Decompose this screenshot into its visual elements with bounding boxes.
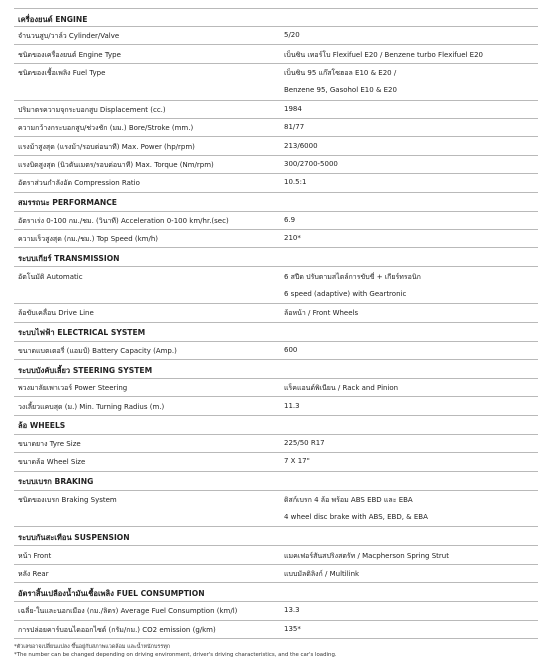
spec-value: 6 speed (adaptive) with Geartronic: [284, 289, 407, 298]
section-title: เครื่องยนต์ ENGINE: [18, 14, 88, 24]
spec-label: ล้อขับเคลื่อน Drive Line: [18, 309, 94, 318]
spec-value: 10.5:1: [284, 178, 307, 187]
spec-label: จำนวนสูบ/วาล์ว Cylinder/Valve: [18, 32, 120, 41]
spec-value: ดิสก์เบรก 4 ล้อ พร้อม ABS EBD และ EBA: [284, 495, 413, 504]
footnote: *ตัวเลขอาจเปลี่ยนแปลง ขึ้นอยู่กับสภาพแวดล้อม และน้ำหนักบรรทุก: [14, 644, 171, 650]
spec-row: [14, 64, 538, 101]
section-title: ระบบเบรก BRAKING: [18, 477, 94, 487]
section-title: ระบบเกียร์ TRANSMISSION: [18, 253, 120, 263]
spec-value: 11.3: [284, 401, 300, 410]
spec-row: [14, 546, 538, 564]
spec-label: เฉลี่ย-ในและนอกเมือง (กม./ลิตร) Average Fuel Consumption (km/l): [18, 607, 238, 616]
section-title: ระบบบังคับเลี้ยว STEERING SYSTEM: [18, 365, 153, 375]
spec-row: [14, 137, 538, 155]
spec-label: ชนิดของเชื้อเพลิง Fuel Type: [18, 68, 106, 77]
spec-row: [14, 565, 538, 583]
spec-row: [14, 397, 538, 415]
section-header: [14, 8, 538, 27]
spec-label: ขนาดล้อ Wheel Size: [18, 458, 86, 467]
spec-label: ชนิดของเครื่องยนต์ Engine Type: [18, 50, 121, 59]
footnote: *The number can be changed depending on driving environment, driver's driving characteristics, and the car's loading.: [14, 652, 337, 658]
spec-row: [14, 304, 538, 322]
spec-label: แรงบิดสูงสุด (นิวตันเมตร/รอบต่อนาที) Max. Torque (Nm/rpm): [18, 160, 214, 169]
spec-label: ชนิดของเบรก Braking System: [18, 495, 117, 504]
section-header: [14, 416, 538, 435]
spec-value: แมคเฟอร์สันสปริงสตรัท / Macpherson Spring Strut: [284, 551, 449, 560]
spec-row: [14, 491, 538, 528]
section-title: อัตราสิ้นเปลืองน้ำมันเชื้อเพลิง FUEL CONSUMPTION: [18, 588, 205, 598]
spec-label: ความกว้างกระบอกสูบ/ช่วงชัก (มม.) Bore/Stroke (mm.): [18, 124, 194, 133]
spec-label: พวงมาลัยเพาเวอร์ Power Steering: [18, 384, 128, 393]
spec-value: 225/50 R17: [284, 438, 325, 447]
spec-label: ความเร็วสูงสุด (กม./ชม.) Top Speed (km/h): [18, 235, 159, 244]
spec-row: [14, 212, 538, 230]
spec-label: ขนาดยาง Tyre Size: [18, 439, 81, 448]
spec-row: [14, 379, 538, 397]
spec-value: Benzene 95, Gasohol E10 & E20: [284, 86, 397, 95]
spec-row: [14, 621, 538, 639]
section-title: ระบบไฟฟ้า ELECTRICAL SYSTEM: [18, 328, 146, 338]
spec-value: แบบมัลติลิงก์ / Multilink: [284, 569, 360, 578]
section-header: [14, 583, 538, 602]
spec-row: [14, 267, 538, 304]
spec-value: 1984: [284, 104, 302, 113]
section-header: [14, 323, 538, 342]
section-title: ล้อ WHEELS: [18, 421, 66, 431]
section-header: [14, 360, 538, 379]
spec-row: [14, 174, 538, 192]
spec-label: ขนาดแบตเตอรี่ (แอมป์) Battery Capacity (Amp.): [18, 346, 177, 355]
spec-value: 135*: [284, 624, 301, 633]
section-header: [14, 193, 538, 212]
spec-label: วงเลี้ยวแคบสุด (ม.) Min. Turning Radius (m.): [18, 402, 165, 411]
spec-value: 600: [284, 345, 298, 354]
section-header: [14, 527, 538, 546]
spec-label: หน้า Front: [18, 551, 52, 560]
section-title: สมรรถนะ PERFORMANCE: [18, 198, 117, 208]
spec-row: [14, 156, 538, 174]
spec-value: 7 X 17": [284, 457, 310, 466]
spec-label: อัตราส่วนกำลังอัด Compression Ratio: [18, 179, 140, 188]
spec-value: 13.3: [284, 606, 300, 615]
spec-value: 6.9: [284, 215, 296, 224]
spec-row: [14, 230, 538, 248]
spec-row: [14, 119, 538, 137]
spec-label: อัตราเร่ง 0-100 กม./ชม. (วินาที) Acceleration 0-100 km/hr.(sec): [18, 216, 229, 225]
spec-row: [14, 453, 538, 471]
spec-value: 210*: [284, 234, 301, 243]
spec-row: [14, 45, 538, 63]
spec-row: [14, 602, 538, 620]
spec-value: เบ็นซิน 95 แก๊สโซฮอล E10 & E20 /: [284, 68, 397, 77]
spec-label: การปล่อยคาร์บอนไดออกไซด์ (กรัม/กม.) CO2 emission (g/km): [18, 625, 216, 634]
spec-label: อัตโนมัติ Automatic: [18, 272, 83, 281]
spec-row: [14, 101, 538, 119]
spec-value: 6 สปีด ปรับตามสไตล์การขับขี่ + เกียร์ทรอนิก: [284, 272, 421, 281]
spec-value: แร็คแอนด์พิเนียน / Rack and Pinion: [284, 384, 399, 393]
section-header: [14, 248, 538, 267]
spec-value: 4 wheel disc brake with ABS, EBD, & EBA: [284, 513, 428, 522]
spec-row: [14, 435, 538, 453]
spec-value: 81/77: [284, 123, 305, 132]
spec-value: 5/20: [284, 31, 300, 40]
spec-label: แรงม้าสูงสุด (แรงม้า/รอบต่อนาที) Max. Power (hp/rpm): [18, 142, 195, 151]
section-header: [14, 472, 538, 491]
spec-row: [14, 27, 538, 45]
spec-label: ปริมาตรความจุกระบอกสูบ Displacement (cc.): [18, 105, 166, 114]
spec-label: หลัง Rear: [18, 569, 49, 578]
spec-value: 300/2700-5000: [284, 159, 338, 168]
spec-row: [14, 342, 538, 360]
spec-value: เบ็นซิน เทอร์โบ Flexifuel E20 / Benzene turbo Flexifuel E20: [284, 50, 483, 59]
spec-value: ล้อหน้า / Front Wheels: [284, 309, 359, 318]
section-title: ระบบกันสะเทือน SUSPENSION: [18, 532, 130, 542]
spec-value: 213/6000: [284, 141, 318, 150]
